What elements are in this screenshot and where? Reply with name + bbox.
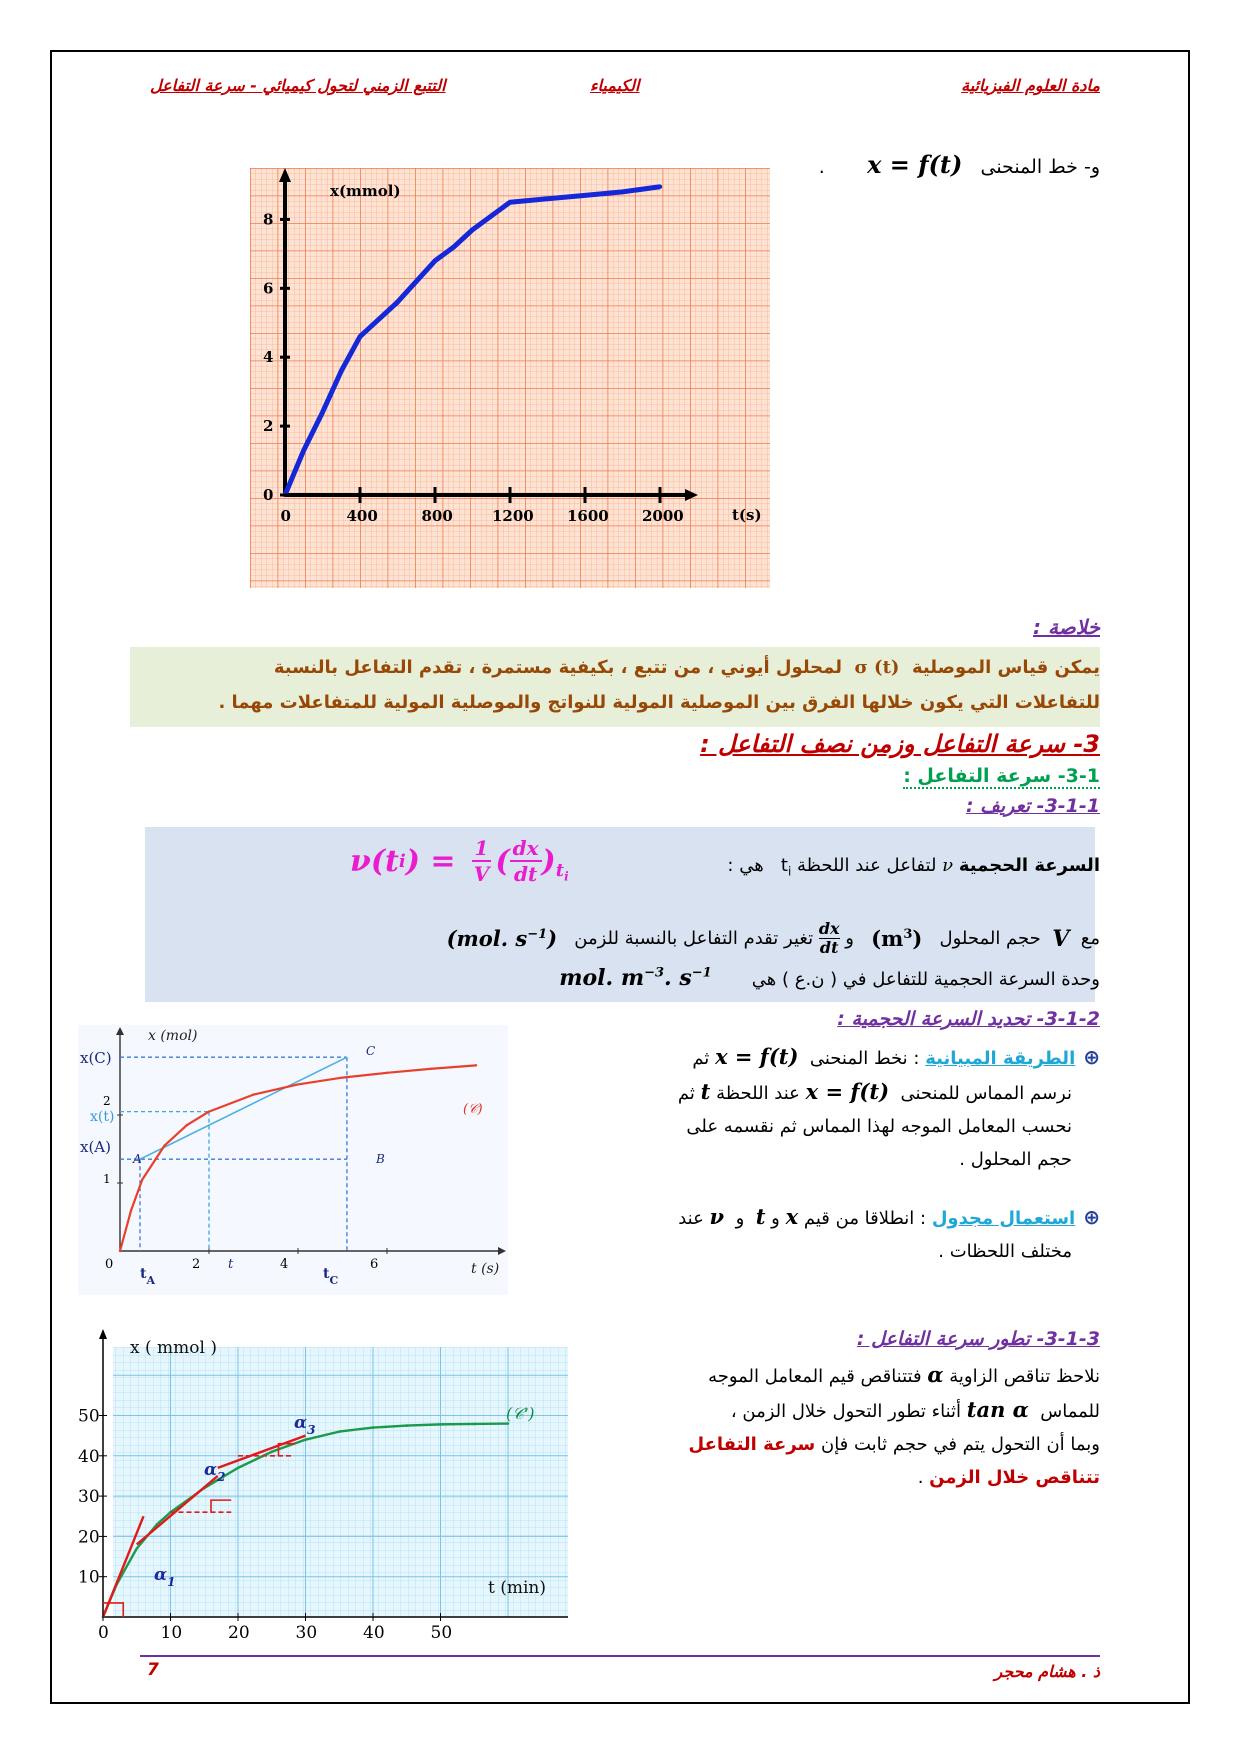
chart2-data-point [130, 1209, 132, 1211]
chart1-xtick-label: 0 [280, 507, 291, 525]
chart3-data-point [270, 1450, 273, 1453]
def-l3-exp2: −1 [691, 965, 712, 981]
intro-line [819, 150, 1100, 179]
chart2-curve-label: (𝒞) [463, 1102, 483, 1117]
summary-line1 [140, 650, 1100, 685]
method-table-head: استعمال مجدول [931, 1208, 1076, 1229]
footer-rule [140, 1655, 1100, 1657]
chart2-data-point [252, 1093, 254, 1095]
chart1-data-point [433, 259, 437, 263]
def-nu: ν [942, 855, 954, 876]
chart3-xtick-label: 0 [98, 1623, 109, 1643]
def-dxdt [819, 920, 840, 957]
s313-l2a: للمماس [1040, 1401, 1100, 1422]
intro-formula: x = f(t) [867, 150, 963, 179]
chart2-tC-t: t [323, 1266, 330, 1282]
alpha1: α [154, 1565, 168, 1585]
section312-title: 3-1-2- تحديد السرعة الحجمية : [837, 1008, 1100, 1030]
method-graphic-l3: نحسب المعامل الموجه لهذا المماس ثم نقسمه على [686, 1116, 1072, 1137]
chart1-xlabel: t(s) [732, 506, 762, 524]
method-graphic-then: ثم [692, 1048, 710, 1069]
chart2-xt-label: x(t) [90, 1109, 115, 1125]
def-with: مع [1080, 928, 1100, 949]
def-m3-exp: 3 [903, 927, 913, 942]
definition-line3 [559, 965, 1100, 991]
def-end: هي : [727, 855, 764, 876]
header-subject: مادة العلوم الفيزيائية [961, 76, 1100, 95]
formula-i: i [398, 850, 406, 872]
method-table-t: t [755, 1204, 766, 1229]
footer-author: ذ . هشام محجر [994, 1662, 1100, 1681]
def-change: تغير تقدم التفاعل بالنسبة للزمن [574, 928, 814, 949]
chart2-tA-t: t [140, 1266, 147, 1282]
frac2-den: dt [513, 862, 538, 886]
chart2-tA-sub: A [146, 1274, 156, 1287]
def-l3-exp1: −3 [644, 965, 665, 981]
method-graphic-f2: x = f(t) [805, 1079, 889, 1104]
chart3-xtick-label: 10 [160, 1623, 183, 1643]
chart2-data-point [186, 1124, 188, 1126]
section313-text [560, 1358, 1100, 1494]
s313-l4red: تتناقص خلال الزمن [929, 1467, 1100, 1488]
method-table-l2: مختلف اللحظات . [938, 1241, 1072, 1262]
summary-line2: للتفاعلات التي يكون خلالها الفرق بين الموصلية المولية للنواتج والموصلية المولية للمتفاعلات مهما . [218, 692, 1100, 713]
formula-frac2 [510, 836, 542, 886]
chart2-x0: 0 [105, 1257, 114, 1272]
chart1-data-point [302, 448, 306, 452]
chart2-t: t [228, 1257, 234, 1272]
method-table-x: x [785, 1204, 799, 1229]
formula-frac1 [472, 836, 492, 886]
summary-text [140, 650, 1100, 720]
chart2-x4: 4 [280, 1257, 289, 1272]
def-dxdt-den: dt [819, 938, 839, 957]
chart1-data-point [358, 334, 362, 338]
chart3-data-point [237, 1467, 240, 1470]
def-ti-sub: i [787, 864, 792, 879]
frac2-num: dx [510, 836, 542, 862]
chart3-data-point [405, 1424, 408, 1427]
definition-line1 [727, 855, 1100, 879]
chart2-point-B: B [376, 1152, 385, 1166]
def-and: و [845, 928, 854, 949]
s313-l2b: أثناء تطور التحول خلال الزمن ، [730, 1401, 962, 1422]
chart3-ytick-label: 10 [78, 1567, 100, 1588]
chart2-data-point [208, 1110, 210, 1112]
formula-lhs: ν(t [350, 843, 399, 879]
def-unit-close: ) [547, 926, 558, 951]
formula-sub: t [555, 860, 565, 882]
chart1-data-point [377, 317, 381, 321]
chart1-ytick-label: 6 [263, 279, 274, 298]
intro-label: و- خط المنحنى [980, 156, 1100, 178]
crosshair-bullet-icon: ⊕ [1083, 1045, 1100, 1069]
section311-title: 3-1-1- تعريف : [965, 795, 1100, 817]
chart1-data-point [452, 245, 456, 249]
method-graphic-l4: حجم المحلول . [959, 1149, 1072, 1170]
def-bold-term: السرعة الحجمية [958, 855, 1100, 876]
chart3-xtick-label: 40 [363, 1623, 385, 1643]
chart1-xtick-label: 2000 [642, 507, 684, 525]
alpha1-sub: 1 [167, 1575, 176, 1589]
chart2-data-point [163, 1144, 165, 1146]
method-table-and1: و [771, 1208, 780, 1229]
chart2-data-point [297, 1083, 299, 1085]
method-graphic-f1: x = f(t) [715, 1044, 799, 1069]
chart3-data-point [439, 1423, 442, 1426]
chart1-ytick-label: 0 [263, 486, 274, 504]
chart1-ytick-label: 2 [263, 417, 274, 436]
chart2-x2: 2 [192, 1257, 201, 1272]
def-m3-close: ) [912, 926, 923, 951]
chart1-data-point [470, 228, 474, 232]
method-table-at: عند [678, 1208, 704, 1229]
chart1-data-point [339, 369, 343, 373]
alpha3: α [294, 1413, 308, 1433]
s313-l4end: . [917, 1467, 924, 1488]
summary-title: خلاصة : [1033, 615, 1100, 639]
summary-line1a: يمكن قياس الموصلية [911, 657, 1100, 678]
chart1-data-point [658, 185, 662, 189]
s313-l1b: فتتناقص قيم المعامل الموجه [708, 1366, 922, 1387]
chart-conductivity-advancement [250, 168, 770, 588]
alpha2: α [204, 1460, 218, 1480]
chart2-data-point [386, 1072, 388, 1074]
chart3-xtick-label: 20 [228, 1623, 250, 1643]
chart2-tC-sub: C [329, 1274, 339, 1287]
chart2-point-C: C [366, 1044, 376, 1058]
chart2-background [78, 1025, 508, 1295]
section31-title: 3-1- سرعة التفاعل : [903, 765, 1100, 787]
summary-line1b: لمحلول أيوني ، من تتبع ، بكيفية مستمرة ، تقدم التفاعل بالنسبة [273, 657, 842, 678]
def-V: V [1052, 925, 1070, 952]
chart1-ytick-label: 8 [263, 210, 274, 229]
method-table-l1a: : انطلاقا من قيم [803, 1208, 927, 1229]
chart1-xtick-label: 800 [421, 507, 453, 525]
def-unit: (mol. s [446, 926, 528, 951]
chart2-point-A: A [133, 1152, 142, 1166]
chart3-xlabel: t (min) [488, 1578, 547, 1598]
chart3-ylabel: x ( mmol ) [130, 1338, 217, 1358]
chart1-data-point [583, 193, 587, 197]
intro-dot: . [818, 156, 825, 178]
section313-title: 3-1-3- تطور سرعة التفاعل : [856, 1328, 1100, 1350]
def-vol: حجم المحلول [939, 928, 1041, 949]
chart1-data-point [414, 279, 418, 283]
def-m3: (m [871, 926, 904, 951]
chart1-xtick-label: 1600 [567, 507, 609, 525]
footer-page-number: 7 [147, 1660, 159, 1680]
chart2-data-point [141, 1178, 143, 1180]
section3-title: 3- سرعة التفاعل وزمن نصف التفاعل : [700, 730, 1100, 758]
chart3-ytick-label: 30 [78, 1487, 100, 1508]
def-rest: لتفاعل عند اللحظة [797, 855, 937, 876]
chart3-data-point [372, 1426, 375, 1429]
chart1-data-point [489, 214, 493, 218]
chart1-data-point [320, 410, 324, 414]
def-l3-text: وحدة السرعة الحجمية للتفاعل في ( ن.ع ) هي [751, 969, 1100, 990]
chart1-data-point [508, 200, 512, 204]
chart2-x6: 6 [370, 1257, 379, 1272]
chart3-y-arrow [99, 1329, 107, 1339]
s313-l3red: سرعة التفاعل [688, 1434, 816, 1455]
method-graphic-l1: : نخط المنحنى [809, 1048, 920, 1069]
method-table-nu: ν [709, 1204, 725, 1229]
def-dxdt-num: dx [818, 919, 840, 938]
chart3-data-point [304, 1438, 307, 1441]
alpha3-sub: 3 [307, 1423, 316, 1437]
chart2-y1: 1 [103, 1172, 111, 1186]
chart2-xC-label: x(C) [80, 1049, 112, 1067]
chart1-grid [250, 168, 770, 588]
chart3-data-point [338, 1430, 341, 1433]
chart3-xtick-label: 30 [295, 1623, 318, 1643]
def-l3-unit: mol. m [559, 965, 645, 991]
chart1-ylabel: x(mmol) [330, 182, 401, 200]
chart1-data-point [620, 190, 624, 194]
chart2-ylabel: x (mol) [148, 1028, 198, 1044]
chart1-xtick-label: 1200 [492, 507, 534, 525]
method-graphic-head: الطريقة المبيانية [925, 1048, 1076, 1069]
frac1-den: V [473, 862, 490, 886]
formula-mid: ) = [405, 843, 456, 879]
chart2-data-point [430, 1068, 432, 1070]
chart3-ytick-label: 20 [78, 1527, 100, 1548]
chart2-data-point [475, 1064, 477, 1066]
chart2-data-point [341, 1076, 343, 1078]
formula-sub-i: i [564, 869, 569, 884]
summary-sigma: σ (t) [854, 657, 900, 678]
header-topic: التتبع الزمني لتحول كيميائي - سرعة التفاعل [150, 76, 446, 95]
chart3-data-point [135, 1547, 138, 1550]
chart1-xtick-label: 400 [346, 507, 378, 525]
def-unit-exp: −1 [527, 927, 548, 942]
method-graphic-t: t [700, 1079, 711, 1104]
header-branch: الكيمياء [590, 76, 640, 95]
crosshair-bullet-icon: ⊕ [1083, 1205, 1100, 1229]
s313-l3a: وبما أن التحول يتم في حجم ثابت فإن [820, 1434, 1100, 1455]
method-graphic-l2b: عند اللحظة [716, 1083, 800, 1104]
chart3-ytick-label: 40 [78, 1446, 100, 1467]
chart1-data-point [545, 197, 549, 201]
method-graphic [570, 1040, 1100, 1176]
definition-line2 [447, 920, 1100, 957]
method-table [570, 1200, 1100, 1268]
definition-formula: ν(t i ) = $\frac{1}{V}$ ( $\frac{dx}{dt}$ ) $_{t_i}$ [350, 836, 569, 886]
chart-tangent-method [78, 1025, 508, 1295]
chart1-ytick-label: 4 [263, 348, 274, 367]
chart2-data-point [119, 1250, 121, 1252]
chart2-xlabel: t (s) [471, 1261, 500, 1277]
chart1-data-point [395, 300, 399, 304]
def-ti: t [780, 855, 788, 876]
method-graphic-l2c: ثم [677, 1083, 695, 1104]
s313-alpha: α [927, 1362, 944, 1387]
method-table-and2: و [735, 1208, 745, 1229]
chart-rate-evolution [78, 1325, 578, 1645]
chart3-xtick-label: 50 [430, 1623, 453, 1643]
chart3-ytick-label: 50 [78, 1406, 100, 1427]
s313-tan: tan α [966, 1397, 1029, 1422]
chart3-data-point [473, 1423, 476, 1426]
s313-l1a: نلاحظ تناقص الزاوية [949, 1366, 1100, 1387]
chart2-xA-label: x(A) [80, 1138, 111, 1156]
chart3-curve-label: (𝒞') [506, 1404, 535, 1423]
alpha2-sub: 2 [217, 1470, 226, 1484]
def-l3-mid: . s [664, 965, 692, 991]
chart2-y2: 2 [103, 1094, 111, 1108]
method-graphic-l2a: نرسم المماس للمنحنى [900, 1083, 1072, 1104]
frac1-num: 1 [472, 836, 492, 862]
